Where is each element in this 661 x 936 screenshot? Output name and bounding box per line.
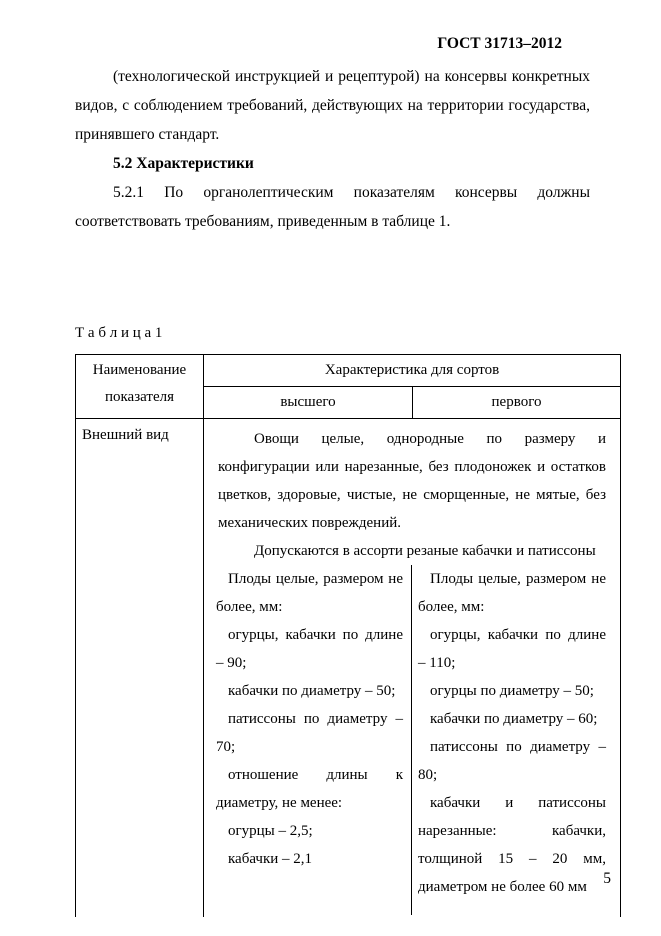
grade-high-column [210, 565, 412, 915]
paragraph-intro: (технологической инструкцией и рецептурой) на консервы конкретных видов, с соблюдением требований, действующих на территории государства, принявшего стандарт. [75, 68, 590, 143]
spec-line: Плоды целые, размером не более, мм: [216, 571, 403, 615]
spec-line: патиссоны по диаметру – 70; [216, 711, 403, 755]
cell-indicator-appearance: Внешний вид [76, 419, 204, 918]
characteristics-table [75, 354, 621, 917]
section-heading-characteristics: 5.2 Характеристики [113, 155, 254, 172]
header-indicator-line1: Наименование [92, 362, 187, 378]
header-indicator-line2: показателя [104, 389, 175, 405]
paragraph-5-2-1: 5.2.1 По органолептическим показателям консервы должны соответствовать требованиям, приведенным в таблице 1. [75, 184, 590, 230]
table-row-appearance [76, 419, 621, 918]
spec-line: огурцы, кабачки по длине – 90; [216, 627, 403, 671]
grade-columns [210, 565, 614, 915]
cell-characteristic-appearance [204, 419, 621, 918]
document-title: ГОСТ 31713–2012 [437, 35, 562, 52]
grade-first-column [412, 565, 614, 915]
spec-line: кабачки – 2,1 [228, 851, 313, 867]
table-header-row-1 [76, 355, 621, 387]
header-cell-grade-first: первого [413, 387, 621, 419]
merged-paragraph-1: Овощи целые, однородные по размеру и конфигурации или нарезанные, без плодоножек и остатков цветков, здоровые, чистые, не сморщенные, не мятые, без механических повреждений. [218, 431, 607, 531]
spec-line: патиссоны по диаметру – 80; [418, 739, 606, 783]
spec-line: кабачки по диаметру – 50; [228, 683, 396, 699]
spec-line: кабачки по диаметру – 60; [430, 711, 598, 727]
merged-paragraph-2: Допускаются в ассорти резаные кабачки и патиссоны [254, 543, 596, 559]
spec-line: огурцы – 2,5; [228, 823, 313, 839]
header-cell-characteristic: Характеристика для сортов [204, 355, 621, 387]
header-cell-grade-high: высшего [204, 387, 413, 419]
merged-description [210, 421, 614, 565]
spec-line: огурцы по диаметру – 50; [430, 683, 594, 699]
table-caption: Т а б л и ц а 1 [75, 325, 163, 341]
spec-line: кабачки и патиссоны нарезанные: кабачки, толщиной 15 – 20 мм, диаметром не более 60 мм [418, 795, 606, 895]
header-cell-indicator-name [76, 355, 204, 419]
spec-line: отношение длины к диаметру, не менее: [216, 767, 403, 811]
spec-line: Плоды целые, размером не более, мм: [418, 571, 606, 615]
page-number: 5 [603, 870, 611, 887]
spec-line: огурцы, кабачки по длине – 110; [418, 627, 606, 671]
